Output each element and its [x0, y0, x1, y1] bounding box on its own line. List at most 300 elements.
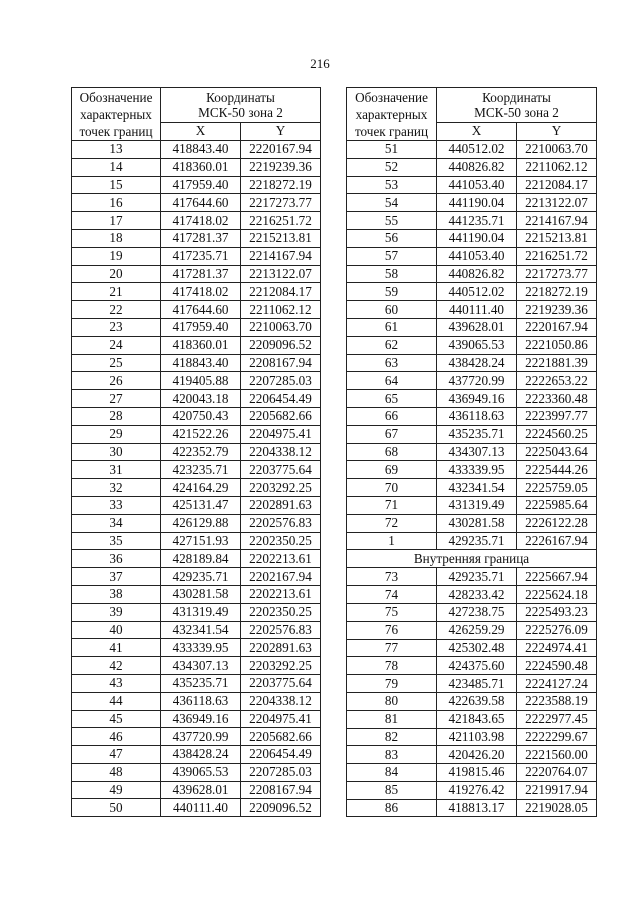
coord-y: 2222977.45	[517, 710, 597, 728]
coord-x: 417959.40	[161, 318, 241, 336]
point-number: 49	[72, 781, 161, 799]
table-row	[72, 479, 321, 497]
coord-y: 2202576.83	[241, 621, 321, 639]
coord-x: 417644.60	[161, 301, 241, 319]
coord-y: 2202213.61	[241, 585, 321, 603]
point-number: 35	[72, 532, 161, 550]
table-row	[72, 265, 321, 283]
table-row	[72, 229, 321, 247]
header-line: МСК-50 зона 2	[198, 104, 283, 120]
coord-x: 417418.02	[161, 283, 241, 301]
coord-x: 426259.29	[437, 621, 517, 639]
table-row	[347, 247, 597, 265]
coord-y: 2202576.83	[241, 514, 321, 532]
point-number: 27	[72, 390, 161, 408]
table-row	[347, 141, 597, 159]
coord-y: 2226122.28	[517, 514, 597, 532]
point-number: 21	[72, 283, 161, 301]
point-number: 34	[72, 514, 161, 532]
table-row	[347, 621, 597, 639]
coord-x: 436949.16	[437, 390, 517, 408]
coord-y: 2224590.48	[517, 657, 597, 675]
coord-x: 431319.49	[161, 603, 241, 621]
table-row	[347, 176, 597, 194]
point-number: 19	[72, 247, 161, 265]
section-row	[347, 550, 597, 568]
point-number: 81	[347, 710, 437, 728]
table-row	[347, 764, 597, 782]
coord-x: 417281.37	[161, 229, 241, 247]
coord-y: 2225493.23	[517, 603, 597, 621]
coord-x: 422639.58	[437, 692, 517, 710]
point-number: 23	[72, 318, 161, 336]
coord-y: 2225624.18	[517, 586, 597, 604]
coord-y: 2212084.17	[517, 176, 597, 194]
table-row	[72, 532, 321, 550]
coord-x: 418360.01	[161, 158, 241, 176]
coord-x: 433339.95	[161, 639, 241, 657]
table-row	[72, 674, 321, 692]
point-number: 38	[72, 585, 161, 603]
coord-x: 427151.93	[161, 532, 241, 550]
coord-x: 434307.13	[437, 443, 517, 461]
table-row	[347, 336, 597, 354]
coord-x: 428189.84	[161, 550, 241, 568]
table-row	[347, 425, 597, 443]
coord-y: 2206454.49	[241, 390, 321, 408]
point-number: 54	[347, 194, 437, 212]
coord-y: 2204975.41	[241, 710, 321, 728]
table-row	[72, 568, 321, 586]
point-number: 29	[72, 425, 161, 443]
table-row	[347, 514, 597, 532]
point-number: 82	[347, 728, 437, 746]
table-row	[347, 728, 597, 746]
coord-x: 429235.71	[437, 532, 517, 550]
point-number: 32	[72, 479, 161, 497]
table-row	[72, 603, 321, 621]
coord-x: 418843.40	[161, 354, 241, 372]
coord-y: 2215213.81	[241, 229, 321, 247]
header-line: Обозначение	[79, 90, 153, 105]
coord-y: 2202891.63	[241, 496, 321, 514]
coord-y: 2202350.25	[241, 603, 321, 621]
coord-x: 439628.01	[437, 318, 517, 336]
point-number: 63	[347, 354, 437, 372]
point-number: 57	[347, 247, 437, 265]
header-coordinates	[161, 88, 321, 123]
point-number: 26	[72, 372, 161, 390]
coord-x: 421843.65	[437, 710, 517, 728]
coord-x: 429235.71	[437, 568, 517, 586]
point-number: 76	[347, 621, 437, 639]
coord-y: 2225667.94	[517, 568, 597, 586]
table-row	[72, 425, 321, 443]
coord-x: 437720.99	[161, 728, 241, 746]
point-number: 60	[347, 301, 437, 319]
coord-y: 2220167.94	[517, 318, 597, 336]
coord-x: 418360.01	[161, 336, 241, 354]
table-row	[347, 229, 597, 247]
coord-x: 417418.02	[161, 212, 241, 230]
coord-y: 2212084.17	[241, 283, 321, 301]
table-row	[347, 603, 597, 621]
table-row	[347, 746, 597, 764]
coord-y: 2217273.77	[241, 194, 321, 212]
point-number: 22	[72, 301, 161, 319]
table-body-right	[347, 141, 597, 817]
coord-y: 2222653.22	[517, 372, 597, 390]
coord-x: 417644.60	[161, 194, 241, 212]
table-row	[72, 212, 321, 230]
header-line: точек границ	[354, 124, 429, 139]
table-row	[72, 514, 321, 532]
coord-x: 440826.82	[437, 158, 517, 176]
coord-y: 2213122.07	[241, 265, 321, 283]
point-number: 71	[347, 496, 437, 514]
point-number: 47	[72, 746, 161, 764]
coord-y: 2203775.64	[241, 674, 321, 692]
coord-x: 425131.47	[161, 496, 241, 514]
table-row	[347, 372, 597, 390]
table-row	[72, 141, 321, 159]
point-number: 24	[72, 336, 161, 354]
table-row	[347, 710, 597, 728]
point-number: 20	[72, 265, 161, 283]
coord-y: 2225276.09	[517, 621, 597, 639]
coord-y: 2210063.70	[517, 141, 597, 159]
coord-y: 2208167.94	[241, 354, 321, 372]
table-row	[72, 407, 321, 425]
point-number: 58	[347, 265, 437, 283]
coord-x: 417959.40	[161, 176, 241, 194]
coord-y: 2214167.94	[517, 212, 597, 230]
coord-x: 440826.82	[437, 265, 517, 283]
coord-y: 2205682.66	[241, 407, 321, 425]
point-number: 42	[72, 657, 161, 675]
table-row	[72, 372, 321, 390]
point-number: 43	[72, 674, 161, 692]
coord-x: 430281.58	[161, 585, 241, 603]
table-row	[72, 354, 321, 372]
table-row	[347, 479, 597, 497]
point-number: 74	[347, 586, 437, 604]
coord-x: 427238.75	[437, 603, 517, 621]
coord-x: 421522.26	[161, 425, 241, 443]
table-row	[347, 799, 597, 817]
coord-x: 418843.40	[161, 141, 241, 159]
coord-y: 2203775.64	[241, 461, 321, 479]
coord-y: 2222299.67	[517, 728, 597, 746]
coord-y: 2204338.12	[241, 692, 321, 710]
coord-x: 440512.02	[437, 283, 517, 301]
coord-x: 425302.48	[437, 639, 517, 657]
coord-x: 432341.54	[437, 479, 517, 497]
point-number: 78	[347, 657, 437, 675]
table-row	[72, 710, 321, 728]
point-number: 66	[347, 407, 437, 425]
point-number: 79	[347, 675, 437, 693]
coord-y: 2223360.48	[517, 390, 597, 408]
coord-y: 2206454.49	[241, 746, 321, 764]
coord-y: 2202891.63	[241, 639, 321, 657]
coord-y: 2203292.25	[241, 657, 321, 675]
point-number: 75	[347, 603, 437, 621]
coord-y: 2218272.19	[241, 176, 321, 194]
coord-y: 2223997.77	[517, 407, 597, 425]
coord-x: 441053.40	[437, 247, 517, 265]
point-number: 86	[347, 799, 437, 817]
point-number: 85	[347, 781, 437, 799]
coord-x: 421103.98	[437, 728, 517, 746]
coord-y: 2216251.72	[241, 212, 321, 230]
table-row	[72, 461, 321, 479]
header-x: X	[437, 122, 517, 140]
point-number: 50	[72, 799, 161, 817]
table-row	[72, 318, 321, 336]
point-number: 56	[347, 229, 437, 247]
coord-y: 2210063.70	[241, 318, 321, 336]
table-row	[347, 496, 597, 514]
table-row	[347, 443, 597, 461]
table-row	[72, 443, 321, 461]
coord-x: 437720.99	[437, 372, 517, 390]
table-row	[72, 390, 321, 408]
header-y: Y	[517, 122, 597, 140]
point-number: 1	[347, 532, 437, 550]
point-number: 51	[347, 141, 437, 159]
coord-y: 2215213.81	[517, 229, 597, 247]
coord-y: 2217273.77	[517, 265, 597, 283]
table-row	[72, 585, 321, 603]
point-number: 55	[347, 212, 437, 230]
point-number: 80	[347, 692, 437, 710]
coord-x: 435235.71	[437, 425, 517, 443]
coord-y: 2202213.61	[241, 550, 321, 568]
point-number: 72	[347, 514, 437, 532]
point-number: 39	[72, 603, 161, 621]
header-line: Координаты	[482, 89, 551, 105]
section-label: Внутренняя граница	[347, 550, 597, 568]
table-row	[347, 657, 597, 675]
coord-x: 440512.02	[437, 141, 517, 159]
table-row	[72, 621, 321, 639]
table-row	[347, 568, 597, 586]
point-number: 30	[72, 443, 161, 461]
coord-y: 2216251.72	[517, 247, 597, 265]
table-row	[347, 354, 597, 372]
coord-x: 423485.71	[437, 675, 517, 693]
coord-x: 436118.63	[437, 407, 517, 425]
coord-y: 2211062.12	[517, 158, 597, 176]
table-row	[72, 639, 321, 657]
coord-y: 2226167.94	[517, 532, 597, 550]
point-number: 28	[72, 407, 161, 425]
coord-x: 419276.42	[437, 781, 517, 799]
point-number: 65	[347, 390, 437, 408]
point-number: 33	[72, 496, 161, 514]
coord-y: 2209096.52	[241, 799, 321, 817]
coord-y: 2221881.39	[517, 354, 597, 372]
table-row	[72, 799, 321, 817]
table-row	[347, 158, 597, 176]
table-row	[72, 194, 321, 212]
point-number: 15	[72, 176, 161, 194]
coord-x: 434307.13	[161, 657, 241, 675]
coord-y: 2221560.00	[517, 746, 597, 764]
coord-x: 441053.40	[437, 176, 517, 194]
coord-y: 2205682.66	[241, 728, 321, 746]
coord-x: 417281.37	[161, 265, 241, 283]
coord-x: 435235.71	[161, 674, 241, 692]
coord-y: 2208167.94	[241, 781, 321, 799]
coord-x: 432341.54	[161, 621, 241, 639]
table-row	[72, 496, 321, 514]
table-row	[72, 657, 321, 675]
coord-x: 438428.24	[161, 746, 241, 764]
point-number: 44	[72, 692, 161, 710]
coord-y: 2218272.19	[517, 283, 597, 301]
table-row	[72, 158, 321, 176]
coord-x: 441235.71	[437, 212, 517, 230]
point-number: 73	[347, 568, 437, 586]
point-number: 13	[72, 141, 161, 159]
coord-x: 436949.16	[161, 710, 241, 728]
coord-x: 419405.88	[161, 372, 241, 390]
coord-y: 2225759.05	[517, 479, 597, 497]
coord-y: 2204975.41	[241, 425, 321, 443]
table-row	[72, 746, 321, 764]
point-number: 67	[347, 425, 437, 443]
point-number: 59	[347, 283, 437, 301]
point-number: 64	[347, 372, 437, 390]
coord-y: 2207285.03	[241, 763, 321, 781]
table-row	[347, 532, 597, 550]
table-row	[72, 301, 321, 319]
point-number: 31	[72, 461, 161, 479]
point-number: 45	[72, 710, 161, 728]
table-row	[72, 763, 321, 781]
coord-x: 428233.42	[437, 586, 517, 604]
table-row	[347, 586, 597, 604]
table-row	[347, 407, 597, 425]
coord-y: 2225043.64	[517, 443, 597, 461]
coord-x: 420043.18	[161, 390, 241, 408]
point-number: 41	[72, 639, 161, 657]
coord-x: 439065.53	[161, 763, 241, 781]
coord-x: 424164.29	[161, 479, 241, 497]
point-number: 17	[72, 212, 161, 230]
point-number: 69	[347, 461, 437, 479]
point-number: 46	[72, 728, 161, 746]
coord-y: 2214167.94	[241, 247, 321, 265]
table-row	[347, 194, 597, 212]
coord-x: 438428.24	[437, 354, 517, 372]
coord-x: 433339.95	[437, 461, 517, 479]
header-y: Y	[241, 122, 321, 140]
coord-y: 2219028.05	[517, 799, 597, 817]
table-row	[72, 283, 321, 301]
point-number: 18	[72, 229, 161, 247]
coord-x: 441190.04	[437, 194, 517, 212]
point-number: 36	[72, 550, 161, 568]
coord-x: 439065.53	[437, 336, 517, 354]
point-number: 16	[72, 194, 161, 212]
coord-y: 2211062.12	[241, 301, 321, 319]
header-line: характерных	[80, 107, 152, 122]
coord-y: 2219239.36	[241, 158, 321, 176]
point-number: 83	[347, 746, 437, 764]
coord-y: 2213122.07	[517, 194, 597, 212]
header-line: МСК-50 зона 2	[474, 104, 559, 120]
table-row	[72, 336, 321, 354]
coord-x: 423235.71	[161, 461, 241, 479]
table-row	[72, 176, 321, 194]
coord-x: 426129.88	[161, 514, 241, 532]
table-row	[72, 550, 321, 568]
header-coordinates	[437, 88, 597, 123]
coord-y: 2224560.25	[517, 425, 597, 443]
header-line: Обозначение	[355, 90, 428, 105]
point-number: 70	[347, 479, 437, 497]
coord-y: 2219917.94	[517, 781, 597, 799]
point-number: 14	[72, 158, 161, 176]
coord-x: 440111.40	[161, 799, 241, 817]
coord-y: 2209096.52	[241, 336, 321, 354]
table-row	[347, 639, 597, 657]
header-line: точек границ	[79, 124, 153, 139]
coordinates-table-left	[71, 87, 321, 817]
coord-y: 2225985.64	[517, 496, 597, 514]
table-body-left	[72, 141, 321, 817]
coord-y: 2220167.94	[241, 141, 321, 159]
table-row	[72, 728, 321, 746]
header-line: Координаты	[206, 89, 275, 105]
coord-x: 422352.79	[161, 443, 241, 461]
coord-y: 2221050.86	[517, 336, 597, 354]
coord-y: 2224974.41	[517, 639, 597, 657]
coord-y: 2202350.25	[241, 532, 321, 550]
point-number: 68	[347, 443, 437, 461]
point-number: 48	[72, 763, 161, 781]
point-number: 77	[347, 639, 437, 657]
header-point-designation	[347, 88, 437, 141]
table-row	[347, 692, 597, 710]
point-number: 40	[72, 621, 161, 639]
point-number: 52	[347, 158, 437, 176]
header-line: характерных	[355, 107, 428, 122]
header-x: X	[161, 122, 241, 140]
table-row	[347, 461, 597, 479]
point-number: 61	[347, 318, 437, 336]
coord-y: 2225444.26	[517, 461, 597, 479]
point-number: 84	[347, 764, 437, 782]
table-row	[72, 781, 321, 799]
coord-y: 2207285.03	[241, 372, 321, 390]
coord-x: 429235.71	[161, 568, 241, 586]
coord-x: 424375.60	[437, 657, 517, 675]
coord-x: 430281.58	[437, 514, 517, 532]
table-row	[347, 318, 597, 336]
point-number: 25	[72, 354, 161, 372]
page-number: 216	[310, 56, 330, 71]
coord-x: 441190.04	[437, 229, 517, 247]
coord-x: 436118.63	[161, 692, 241, 710]
table-row	[72, 692, 321, 710]
table-row	[347, 781, 597, 799]
coord-y: 2202167.94	[241, 568, 321, 586]
table-row	[347, 675, 597, 693]
